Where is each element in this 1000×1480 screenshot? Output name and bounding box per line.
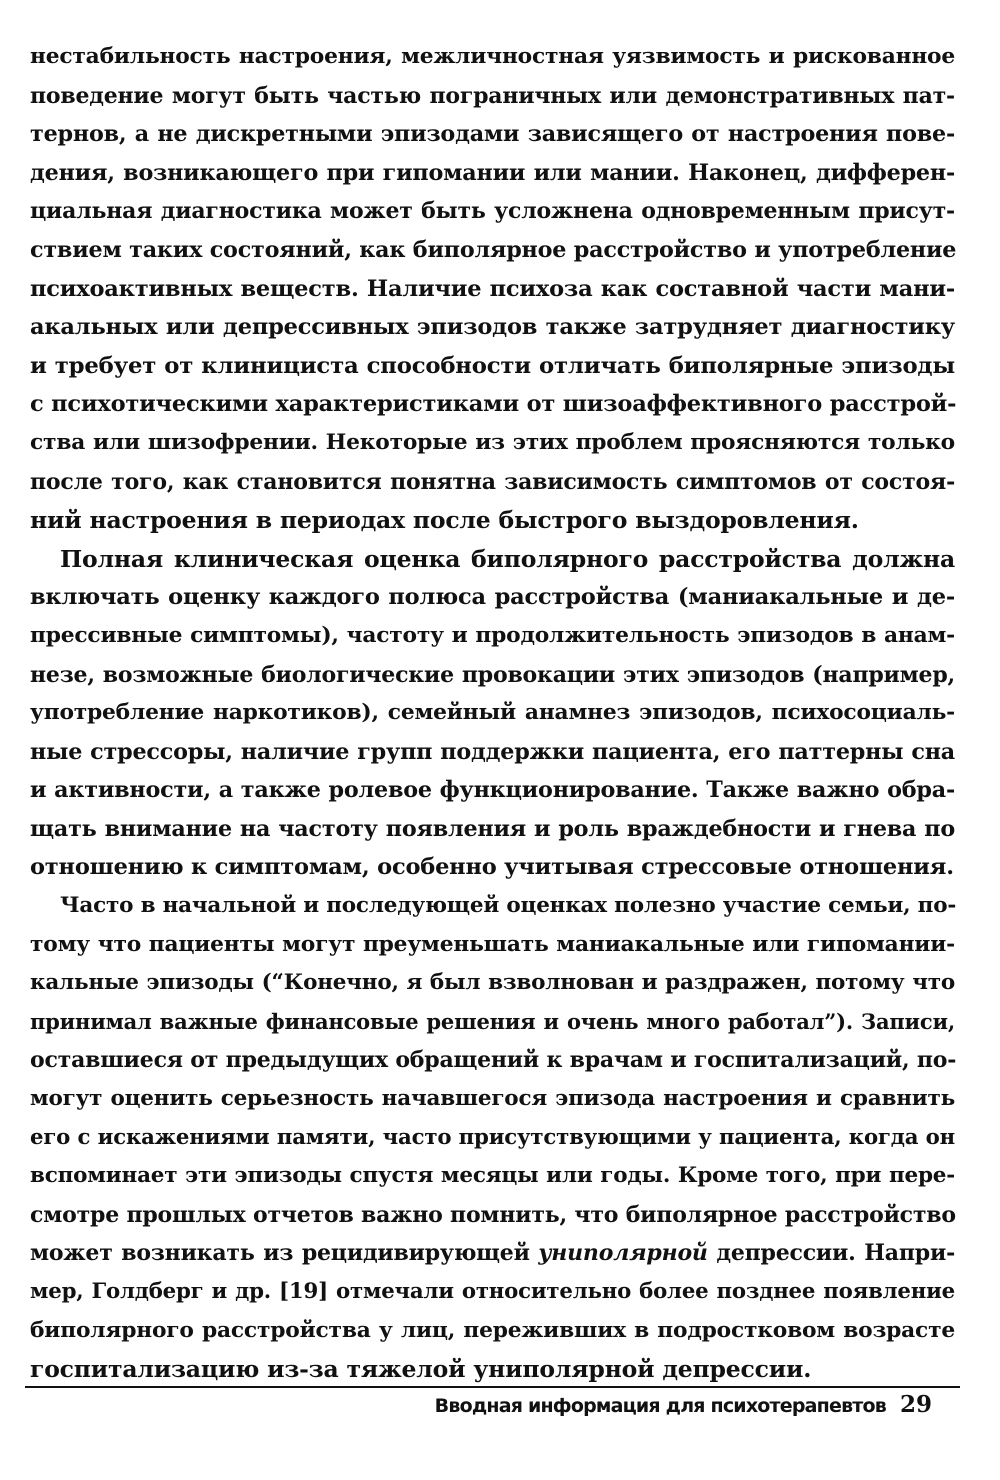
text-line: психоактивных веществ. Наличие психоза как составной части мани- — [30, 275, 955, 302]
body-text — [30, 38, 955, 1389]
text-line: биполярного расстройства у лиц, переживших в подростковом возрасте — [30, 1317, 955, 1343]
text-line: принимал важные финансовые решения и очень много работал”). Записи, — [30, 1008, 955, 1034]
text-line: мер, Голдберг и др. [19] отмечали относительно более позднее появление — [30, 1279, 955, 1304]
text-line: ства или шизофрении. Некоторые из этих проблем проясняются только — [30, 429, 955, 455]
text-line: его с искажениями памяти, часто присутствующими у пациента, когда он — [30, 1124, 955, 1150]
text-line: дения, возникающего при гипомании или мании. Наконец, дифферен- — [30, 159, 955, 186]
text-line: оставшиеся от предыдущих обращений к врачам и госпитализаций, по- — [30, 1047, 957, 1074]
text-segment: может возникать из рецидивирующей — [30, 1240, 539, 1267]
text-line: и активности, а также ролевое функционирование. Также важно обра- — [30, 777, 955, 804]
paragraph-1 — [30, 38, 955, 540]
text-line: тому что пациенты могут преуменьшать маниакальные или гипомании- — [30, 931, 955, 957]
text-line: тернов, а не дискретными эпизодами зависящего от настроения пове- — [30, 121, 955, 148]
text-segment: депрессии. Напри- — [707, 1240, 955, 1267]
text-line: акальных или депрессивных эпизодов также затрудняет диагностику — [30, 314, 955, 341]
text-line: смотре прошлых отчетов важно помнить, что биполярное расстройство — [30, 1201, 956, 1228]
italic-term: униполярной — [538, 1240, 708, 1267]
text-line: ные стрессоры, наличие групп поддержки пациента, его паттерны сна — [30, 738, 955, 765]
text-line: ний настроения в периодах после быстрого выздоровления. — [30, 506, 859, 535]
text-line-with-emphasis — [30, 1234, 955, 1273]
text-line: отношению к симптомам, особенно учитывая стрессовые отношения. — [30, 854, 954, 881]
text-line: употребление наркотиков), семейный анамнез эпизодов, психосоциаль- — [30, 700, 955, 726]
footer-rule — [25, 1386, 960, 1388]
paragraph-2 — [30, 540, 955, 887]
text-line: поведение могут быть частью пограничных или демонстративных пат- — [30, 82, 955, 109]
text-line: незе, возможные биологические провокации этих эпизодов (например, — [30, 661, 955, 688]
text-line: ствием таких состояний, как биполярное расстройство и употребление — [30, 236, 957, 263]
text-line: Часто в начальной и последующей оценках полезно участие семьи, по- — [60, 893, 957, 919]
text-line: и требует от клинициста способности отличать биполярные эпизоды — [30, 352, 955, 379]
page-number: 29 — [899, 1391, 932, 1418]
text-line: вспоминает эти эпизоды спустя месяцы или годы. Кроме того, при пере- — [30, 1163, 955, 1189]
text-line: кальные эпизоды (“Конечно, я был взволнован и раздражен, потому что — [30, 970, 955, 996]
text-line: госпитализацию из-за тяжелой униполярной депрессии. — [30, 1355, 812, 1384]
text-line: щать внимание на частоту появления и роль враждебности и гнева по — [30, 815, 955, 842]
text-line: включать оценку каждого полюса расстройства (маниакальные и де- — [30, 584, 955, 611]
text-line: нестабильность настроения, межличностная уязвимость и рискованное — [30, 44, 955, 69]
text-line: циальная диагностика может быть усложнена одновременным присут- — [30, 198, 955, 225]
text-line: после того, как становится понятна зависимость симптомов от состоя- — [30, 468, 955, 495]
text-line: прессивные симптомы), частоту и продолжительность эпизодов в анам- — [30, 622, 955, 648]
page-footer — [435, 1390, 932, 1421]
text-line: Полная клиническая оценка биполярного расстройства должна — [60, 544, 955, 573]
paragraph-3 — [30, 887, 955, 1389]
text-line: могут оценить серьезность начавшегося эпизода настроения и сравнить — [30, 1086, 955, 1112]
running-title: Вводная информация для психотерапевтов — [434, 1395, 886, 1417]
text-line: с психотическими характеристиками от шизоаффективного расстрой- — [30, 391, 957, 418]
